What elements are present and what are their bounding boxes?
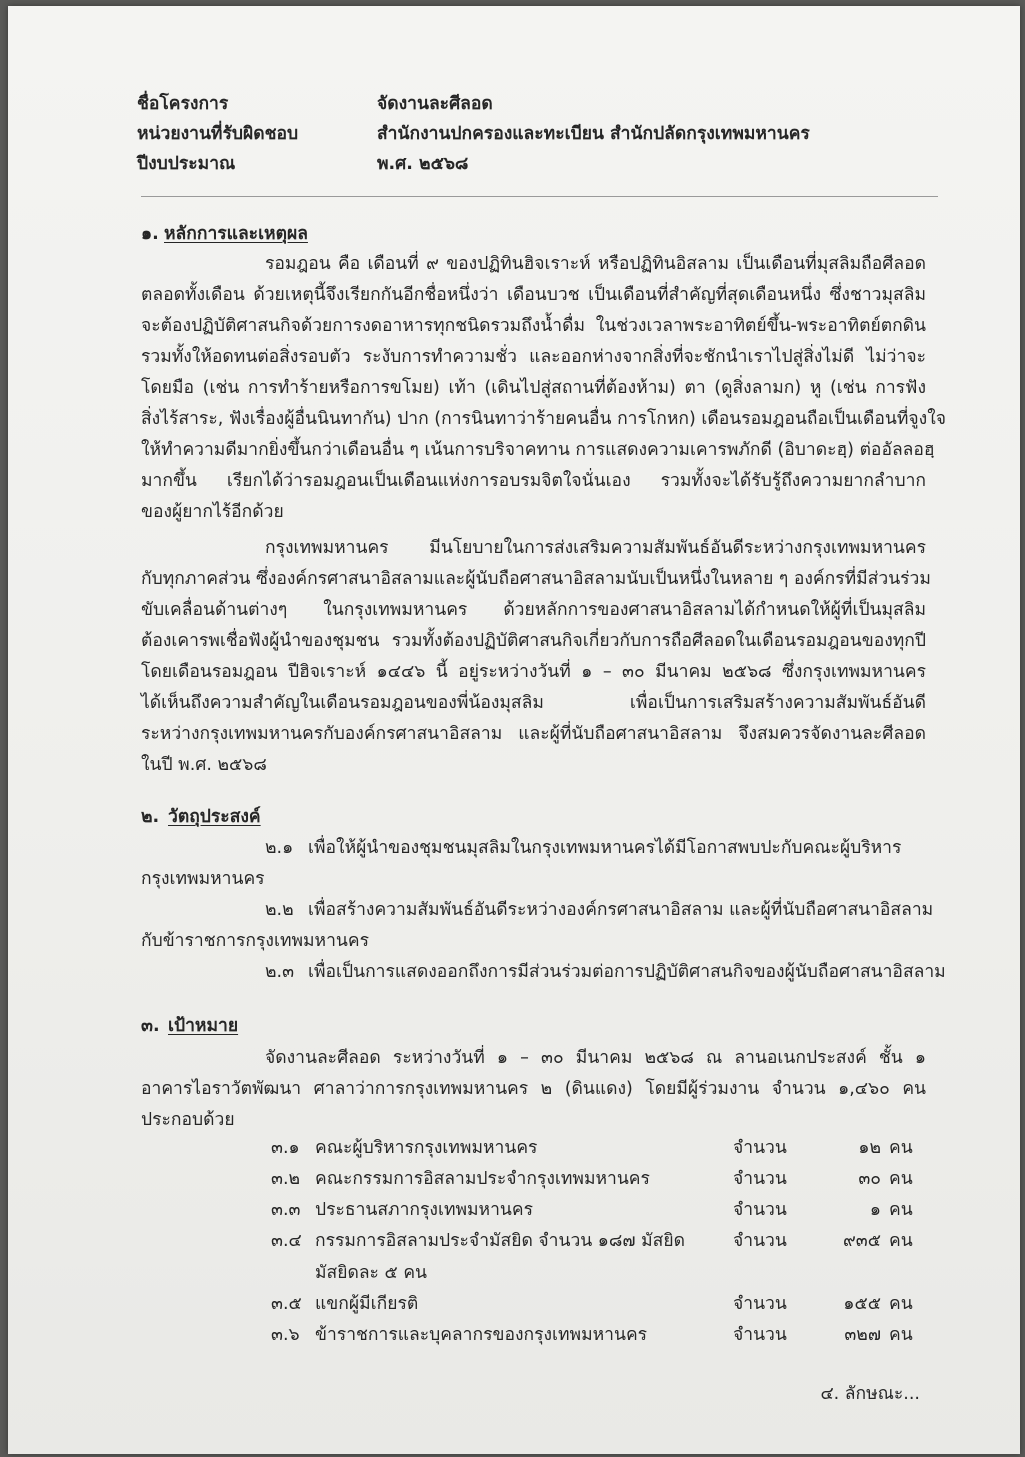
section2-title: วัตถุประสงค์	[168, 807, 261, 827]
objective-text: เพื่อให้ผู้นำของชุมชนมุสลิมในกรุงเทพมหานครได้มีโอกาสพบปะกับคณะผู้บริหาร	[308, 838, 902, 858]
paragraph-line: กับทุกภาคส่วน ซึ่งองค์กรศาสนาอิสลามและผู้นับถือศาสนาอิสลามนับเป็นหนึ่งในหลาย ๆ องค์กรที่มีส่วนร่วม	[141, 569, 931, 589]
objective-number: ๒.๓	[265, 962, 295, 982]
objective-number: ๒.๒	[265, 900, 294, 920]
row-unit: คน	[889, 1200, 913, 1220]
row-amount-word: จำนวน	[733, 1294, 787, 1314]
row-amount-word: จำนวน	[733, 1231, 787, 1251]
paragraph-line: ระหว่างกรุงเทพมหานครกับองค์กรศาสนาอิสลาม และผู้ที่นับถือศาสนาอิสลาม จึงสมควรจัดงานละศีลอด	[141, 724, 926, 744]
row-count: ๑๕๕	[843, 1294, 881, 1314]
section3-number: ๓.	[141, 1016, 160, 1036]
row-number: ๓.๖	[271, 1325, 300, 1345]
row-unit: คน	[889, 1138, 913, 1158]
paragraph-line: กรุงเทพมหานคร มีนโยบายในการส่งเสริมความสัมพันธ์อันดีระหว่างกรุงเทพมหานคร	[265, 538, 926, 558]
participant-row	[271, 1292, 921, 1318]
row-label: แขกผู้มีเกียรติ	[315, 1294, 419, 1314]
project-label: ชื่อโครงการ	[137, 94, 229, 114]
paragraph-line: ของผู้ยากไร้อีกด้วย	[141, 502, 284, 522]
target-intro-line: อาคารไอราวัตพัฒนา ศาลาว่าการกรุงเทพมหานคร ๒ (ดินแดง) โดยมีผู้ร่วมงาน จำนวน ๑,๔๖๐ คน	[141, 1079, 926, 1099]
paragraph-line: มากขึ้น เรียกได้ว่ารอมฎอนเป็นเดือนแห่งการอบรมจิตใจนั่นเอง รวมทั้งจะได้รับรู้ถึงความยากลำบาก	[141, 471, 926, 491]
row-number: ๓.๒	[271, 1169, 301, 1189]
budget-label: ปีงบประมาณ	[137, 154, 236, 174]
paragraph-line: โดยมือ (เช่น การทำร้ายหรือการขโมย) เท้า (เดินไปสู่สถานที่ต้องห้าม) ตา (ดูสิ่งลามก) หู (เช่น การฟัง	[141, 378, 926, 398]
objective-text: เพื่อเป็นการแสดงออกถึงการมีส่วนร่วมต่อการปฏิบัติศาสนกิจของผู้นับถือศาสนาอิสลาม	[308, 962, 946, 982]
row-label: คณะกรรมการอิสลามประจำกรุงเทพมหานคร	[315, 1169, 650, 1189]
row-unit: คน	[889, 1325, 913, 1345]
page-continuation: ๔. ลักษณะ...	[820, 1384, 920, 1404]
participant-row	[271, 1167, 921, 1193]
objective-number: ๒.๑	[265, 838, 294, 858]
objective-text-cont: กรุงเทพมหานคร	[141, 869, 265, 889]
objective-text-cont: กับข้าราชการกรุงเทพมหานคร	[141, 931, 369, 951]
row-number: ๓.๑	[271, 1138, 300, 1158]
row-number: ๓.๔	[271, 1231, 302, 1251]
row-number: ๓.๓	[271, 1200, 301, 1220]
unit-label: หน่วยงานที่รับผิดชอบ	[137, 124, 299, 144]
paragraph-line: ต้องเคารพเชื่อฟังผู้นำของชุมชน รวมทั้งต้องปฏิบัติศาสนกิจเกี่ยวกับการถือศีลอดในเดือนรอมฎอนของทุกปี	[141, 631, 926, 651]
participant-row	[271, 1229, 921, 1255]
row-label: คณะผู้บริหารกรุงเทพมหานคร	[315, 1138, 538, 1158]
paragraph-line: ขับเคลื่อนด้านต่างๆ ในกรุงเทพมหานคร ด้วยหลักการของศาสนาอิสลามได้กำหนดให้ผู้ที่เป็นมุสลิม	[141, 600, 926, 620]
row-label-cont: มัสยิดละ ๕ คน	[315, 1263, 427, 1283]
row-amount-word: จำนวน	[733, 1200, 787, 1220]
target-intro-line: จัดงานละศีลอด ระหว่างวันที่ ๑ – ๓๐ มีนาคม ๒๕๖๘ ณ ลานอเนกประสงค์ ชั้น ๑	[265, 1048, 926, 1068]
participant-row	[271, 1323, 921, 1349]
paragraph-line: จะต้องปฏิบัติศาสนกิจด้วยการงดอาหารทุกชนิดรวมถึงน้ำดื่ม ในช่วงเวลาพระอาทิตย์ขึ้น-พระอาทิตย์ตกดิน	[141, 316, 926, 336]
document-page	[8, 6, 1020, 1454]
row-count: ๓๒๗	[844, 1325, 881, 1345]
unit-value: สำนักงานปกครองและทะเบียน สำนักปลัดกรุงเทพมหานคร	[377, 124, 810, 144]
row-label: ข้าราชการและบุคลากรของกรุงเทพมหานคร	[315, 1325, 648, 1345]
target-intro-line: ประกอบด้วย	[141, 1110, 235, 1130]
paragraph-line: โดยเดือนรอมฎอน ปีฮิจเราะห์ ๑๔๔๖ นี้ อยู่ระหว่างวันที่ ๑ – ๓๐ มีนาคม ๒๕๖๘ ซึ่งกรุงเทพมหานคร	[141, 662, 926, 682]
row-unit: คน	[889, 1294, 913, 1314]
row-number: ๓.๕	[271, 1294, 302, 1314]
row-label: ประธานสภากรุงเทพมหานคร	[315, 1200, 533, 1220]
row-unit: คน	[889, 1169, 913, 1189]
paragraph-line: สิ่งไร้สาระ, ฟังเรื่องผู้อื่นนินทากัน) ปาก (การนินทาว่าร้ายคนอื่น การโกหก) เดือนรอมฎอนถือเป็นเดือนที่จูงใจ	[141, 409, 946, 429]
participant-row	[271, 1198, 921, 1224]
row-amount-word: จำนวน	[733, 1325, 787, 1345]
section2-number: ๒.	[141, 807, 160, 827]
project-value: จัดงานละศีลอด	[377, 94, 493, 114]
row-count: ๑	[869, 1200, 881, 1220]
paragraph-line: ให้ทำความดีมากยิ่งขึ้นกว่าเดือนอื่น ๆ เน้นการบริจาคทาน การแสดงความเคารพภักดี (อิบาดะฮฺ) ต่ออัลลอฮฺ	[141, 440, 935, 460]
paragraph-line: ตลอดทั้งเดือน ด้วยเหตุนี้จึงเรียกกันอีกชื่อหนึ่งว่า เดือนบวช เป็นเดือนที่สำคัญที่สุดเดือนหนึ่ง ซึ่งชาวมุสลิม	[141, 285, 926, 305]
row-unit: คน	[889, 1231, 913, 1251]
section1-title: หลักการและเหตุผล	[164, 224, 308, 244]
row-label: กรรมการอิสลามประจำมัสยิด จำนวน ๑๘๗ มัสยิด	[315, 1231, 685, 1251]
row-amount-word: จำนวน	[733, 1138, 787, 1158]
row-count: ๙๓๕	[842, 1231, 881, 1251]
section1-number: ๑.	[141, 224, 159, 244]
budget-value: พ.ศ. ๒๕๖๘	[377, 154, 469, 174]
paragraph-line: ในปี พ.ศ. ๒๕๖๘	[141, 755, 267, 775]
row-count: ๓๐	[858, 1169, 881, 1189]
participant-row	[271, 1136, 921, 1162]
row-count: ๑๒	[858, 1138, 881, 1158]
paragraph-line: รวมทั้งให้อดทนต่อสิ่งรอบตัว ระงับการทำความชั่ว และออกห่างจากสิ่งที่จะชักนำเราไปสู่สิ่งไม่ดี ไม่ว่าจะ	[141, 347, 926, 367]
paragraph-line: รอมฎอน คือ เดือนที่ ๙ ของปฏิทินฮิจเราะห์ หรือปฏิทินอิสลาม เป็นเดือนที่มุสลิมถือศีลอด	[265, 254, 926, 274]
header-divider	[141, 196, 938, 197]
objective-text: เพื่อสร้างความสัมพันธ์อันดีระหว่างองค์กรศาสนาอิสลาม และผู้ที่นับถือศาสนาอิสลาม	[308, 900, 934, 920]
paragraph-line: ได้เห็นถึงความสำคัญในเดือนรอมฎอนของพี่น้องมุสลิม เพื่อเป็นการเสริมสร้างความสัมพันธ์อันดี	[141, 693, 926, 713]
row-amount-word: จำนวน	[733, 1169, 787, 1189]
section3-title: เป้าหมาย	[168, 1016, 239, 1036]
